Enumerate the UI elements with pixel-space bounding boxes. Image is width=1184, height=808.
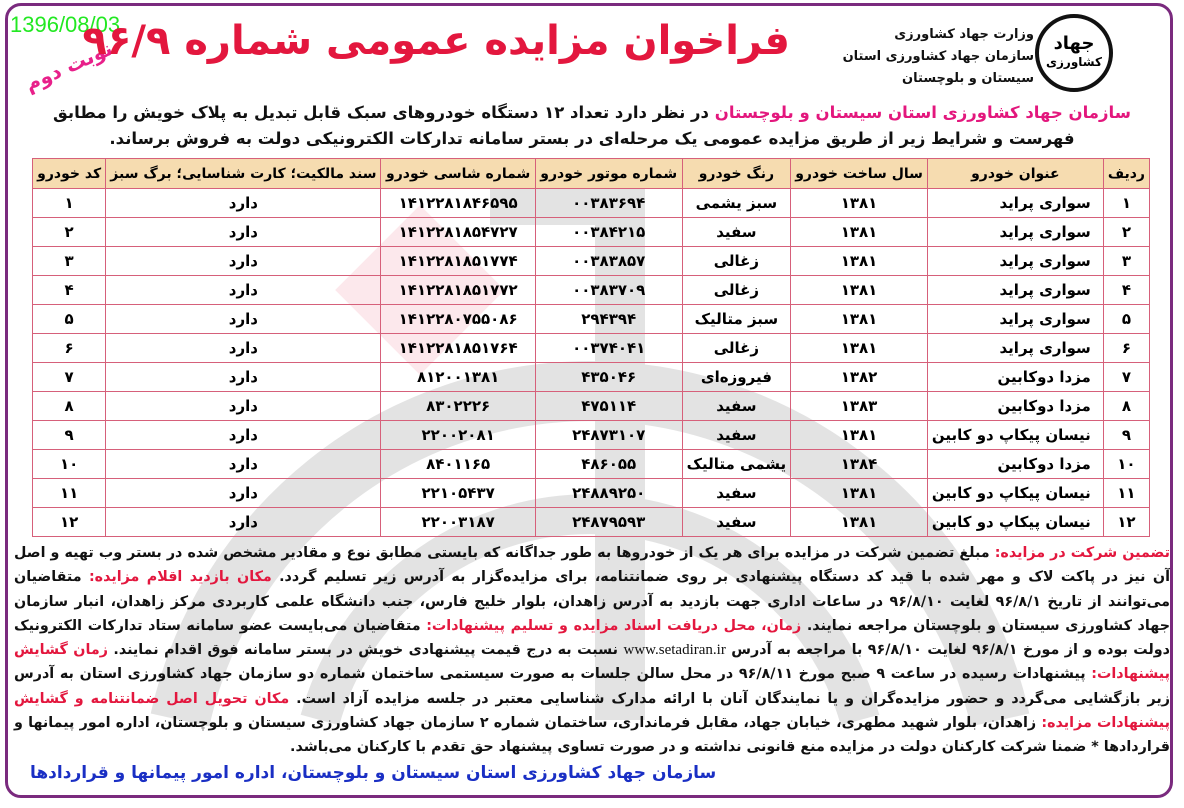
text-guarantee: مبلغ تضمین شرکت در مزایده برای هر یک از خودروها به طور جداگانه که بایستی مطابق نوع و مقادیر مشخص شده در بستر وب تهیه و اصل آن نیز در پاکت لاک و مهر شده با قید کد دستگاه پیشنهادی بر روی ضمانتنامه، برای مزایده‌گزار به آدرس زیر تسلیم گردد. bbox=[14, 545, 1170, 586]
table-cell: ۱۴۱۲۲۸۱۸۴۶۵۹۵ bbox=[381, 189, 535, 218]
table-row bbox=[33, 305, 1150, 334]
text-documents-2: نسبت به درج قیمت پیشنهادی خویش در بستر سامانه فوق اقدام نمایند. bbox=[107, 642, 624, 659]
table-cell: ۸ bbox=[1103, 392, 1149, 421]
table-row bbox=[33, 479, 1150, 508]
table-cell: ۱۳۸۴ bbox=[791, 450, 928, 479]
table-cell: ۱ bbox=[1103, 189, 1149, 218]
table-cell: ۸۱۲۰۰۱۳۸۱ bbox=[381, 363, 535, 392]
table-cell: ۳ bbox=[1103, 247, 1149, 276]
table-cell: سفید bbox=[682, 508, 791, 537]
table-cell: سواری پراید bbox=[927, 276, 1103, 305]
table-cell: مزدا دوکابین bbox=[927, 392, 1103, 421]
column-header: کد خودرو bbox=[33, 159, 106, 189]
table-cell: ۱۰ bbox=[1103, 450, 1149, 479]
table-row bbox=[33, 508, 1150, 537]
table-cell: ۹ bbox=[33, 421, 106, 450]
table-cell: ۷ bbox=[1103, 363, 1149, 392]
column-header: ردیف bbox=[1103, 159, 1149, 189]
text-documents: متقاضیان می‌بایست عضو سامانه ستاد تدارکات الکترونیک دولت بوده و از مورخ ۹۶/۸/۱ لغایت ۹۶/۸/۱۰ با مراجعه به آدرس bbox=[14, 617, 1171, 659]
table-cell: ۱۳۸۱ bbox=[791, 479, 928, 508]
table-cell: ۱۳۸۱ bbox=[791, 421, 928, 450]
table-cell: ۰۰۳۸۳۷۰۹ bbox=[535, 276, 682, 305]
table-row bbox=[33, 450, 1150, 479]
label-delivery-location: مکان تحویل اصل ضمانتنامه و گشایش پیشنهادات مزایده: bbox=[14, 690, 1170, 732]
table-cell: ۴ bbox=[33, 276, 106, 305]
table-cell: ۱۳۸۲ bbox=[791, 363, 928, 392]
table-cell: دارد bbox=[106, 450, 381, 479]
table-cell: ۱۱ bbox=[33, 479, 106, 508]
table-cell: ۸۳۰۲۲۲۶ bbox=[381, 392, 535, 421]
table-cell: ۱۰ bbox=[33, 450, 106, 479]
text-delivery-location: زاهدان، بلوار شهید مطهری، خیابان جهاد، مقابل فرمانداری، ساختمان شماره ۲ سازمان جهاد کشاورزی سیستان و بلوچستان، اداره امور پیمانها و قراردادها * ضمنا شرکت کارکنان دولت در مزایده منع قانونی نداشته و در صورت تساوی پیشنهاد حق تقدم با کارکنان می‌باشد. bbox=[14, 715, 1170, 756]
table-cell: سفید bbox=[682, 392, 791, 421]
table-cell: ۲ bbox=[1103, 218, 1149, 247]
table-row bbox=[33, 218, 1150, 247]
table-cell: ۲۴۸۷۳۱۰۷ bbox=[535, 421, 682, 450]
table-row bbox=[33, 421, 1150, 450]
intro-org: سازمان جهاد کشاورزی استان سیستان و بلوچستان bbox=[714, 103, 1131, 122]
table-cell: دارد bbox=[106, 218, 381, 247]
table-cell: ۳ bbox=[33, 247, 106, 276]
table-cell: زغالی bbox=[682, 247, 791, 276]
table-cell: ۰۰۳۸۳۶۹۴ bbox=[535, 189, 682, 218]
vehicle-table bbox=[32, 158, 1150, 537]
table-cell: ۱۳۸۱ bbox=[791, 276, 928, 305]
table-cell: سواری پراید bbox=[927, 189, 1103, 218]
table-cell: ۱۲ bbox=[33, 508, 106, 537]
table-cell: مزدا دوکابین bbox=[927, 363, 1103, 392]
org-line: سازمان جهاد کشاورزی استان bbox=[842, 49, 1034, 64]
table-cell: ۱۳۸۱ bbox=[791, 247, 928, 276]
table-row bbox=[33, 363, 1150, 392]
table-cell: ۵ bbox=[33, 305, 106, 334]
table-cell: ۲۲۱۰۵۴۳۷ bbox=[381, 479, 535, 508]
table-cell: نیسان پیکاپ دو کابین bbox=[927, 421, 1103, 450]
text-visit-location: متقاضیان می‌توانند از تاریخ ۹۶/۸/۱ لغایت ۹۶/۸/۱۰ در ساعات اداری جهت بازدید به آدرس زاهدان، بلوار خلیج فارس، جنب دانشگاه علمی کاربردی مرکز زاهدان، انبار سازمان جهاد کشاورزی سیستان و بلوچستان مراجعه نمایند. bbox=[14, 569, 1171, 634]
table-cell: ۲۴۸۸۹۲۵۰ bbox=[535, 479, 682, 508]
setadiran-link[interactable]: www.setadiran.ir bbox=[623, 642, 726, 659]
table-row bbox=[33, 334, 1150, 363]
table-row bbox=[33, 392, 1150, 421]
table-cell: ۱۳۸۱ bbox=[791, 334, 928, 363]
logo-text: کشاورزی bbox=[1046, 55, 1102, 69]
table-cell: دارد bbox=[106, 479, 381, 508]
table-cell: ۴۳۵۰۴۶ bbox=[535, 363, 682, 392]
table-cell: ۱ bbox=[33, 189, 106, 218]
label-documents: زمان، محل دریافت اسناد مزایده و تسلیم پیشنهادات: bbox=[426, 617, 802, 634]
table-cell: یشمی متالیک bbox=[682, 450, 791, 479]
terms-paragraph bbox=[14, 541, 1170, 760]
table-cell: ۲۲۰۰۳۱۸۷ bbox=[381, 508, 535, 537]
table-cell: ۲۹۴۳۹۴ bbox=[535, 305, 682, 334]
table-cell: ۱۳۸۱ bbox=[791, 218, 928, 247]
table-cell: زغالی bbox=[682, 276, 791, 305]
intro-paragraph bbox=[18, 100, 1166, 152]
table-header-row bbox=[33, 159, 1150, 189]
column-header: شماره موتور خودرو bbox=[535, 159, 682, 189]
label-guarantee: تضمین شرکت در مزایده: bbox=[994, 545, 1170, 561]
table-row bbox=[33, 276, 1150, 305]
table-cell: سبز یشمی bbox=[682, 189, 791, 218]
table-cell: ۲ bbox=[33, 218, 106, 247]
intro-text: در نظر دارد تعداد ۱۲ دستگاه خودروهای سبک قابل تبدیل به پلاک خویش را مطابق فهرست و شرایط زیر از طریق مزایده عمومی یک مرحله‌ای در بستر سامانه تدارکات الکترونیکی دولت به فروش برساند. bbox=[53, 103, 1075, 148]
table-cell: ۰۰۳۷۴۰۴۱ bbox=[535, 334, 682, 363]
table-cell: زغالی bbox=[682, 334, 791, 363]
table-cell: دارد bbox=[106, 247, 381, 276]
table-cell: سواری پراید bbox=[927, 305, 1103, 334]
table-cell: ۱۱ bbox=[1103, 479, 1149, 508]
table-row bbox=[33, 247, 1150, 276]
table-cell: سواری پراید bbox=[927, 247, 1103, 276]
table-cell: ۸۴۰۱۱۶۵ bbox=[381, 450, 535, 479]
table-cell: ۰۰۳۸۳۸۵۷ bbox=[535, 247, 682, 276]
publish-date: 1396/08/03 bbox=[10, 12, 121, 37]
table-cell: سواری پراید bbox=[927, 218, 1103, 247]
column-header: سال ساخت خودرو bbox=[791, 159, 928, 189]
table-cell: ۱۳۸۱ bbox=[791, 305, 928, 334]
table-cell: دارد bbox=[106, 334, 381, 363]
table-cell: ۷ bbox=[33, 363, 106, 392]
table-cell: دارد bbox=[106, 363, 381, 392]
table-cell: مزدا دوکابین bbox=[927, 450, 1103, 479]
table-cell: فیروزه‌ای bbox=[682, 363, 791, 392]
table-cell: دارد bbox=[106, 305, 381, 334]
table-cell: ۵ bbox=[1103, 305, 1149, 334]
page-title: فراخوان مزایده عمومی شماره ۹۶/۹ bbox=[82, 18, 790, 64]
table-cell: ۱۲ bbox=[1103, 508, 1149, 537]
table-cell: ۶ bbox=[33, 334, 106, 363]
table-cell: ۲۴۸۷۹۵۹۳ bbox=[535, 508, 682, 537]
table-cell: دارد bbox=[106, 421, 381, 450]
edition-label: نوبت دوم bbox=[21, 36, 116, 96]
table-cell: ۱۳۸۱ bbox=[791, 189, 928, 218]
table-cell: سفید bbox=[682, 479, 791, 508]
table-cell: دارد bbox=[106, 508, 381, 537]
text-opening-time: پیشنهادات رسیده در ساعت ۹ صبح مورخ ۹۶/۸/۱۱ در محل سالن جلسات به صورت سیستمی ساختمان شماره دو سازمان جهاد کشاورزی استان به آدرس زیر بازگشایی می‌گردد و حضور مزایده‌گران و یا نمایندگان آنان با ارائه مدارک شناسایی معتبر در جلسه مزایده آزاد است. bbox=[14, 666, 1170, 707]
logo-text: جهاد bbox=[1053, 33, 1095, 54]
label-visit-location: مکان بازدید اقلام مزایده: bbox=[88, 569, 272, 586]
table-row bbox=[33, 189, 1150, 218]
table-cell: ۰۰۳۸۴۲۱۵ bbox=[535, 218, 682, 247]
table-cell: نیسان پیکاپ دو کابین bbox=[927, 479, 1103, 508]
column-header: سند مالکیت؛ کارت شناسایی؛ برگ سبز bbox=[106, 159, 381, 189]
table-cell: دارد bbox=[106, 276, 381, 305]
table-cell: ۱۴۱۲۲۸۱۸۵۴۷۲۷ bbox=[381, 218, 535, 247]
org-line: سیستان و بلوچستان bbox=[902, 71, 1034, 86]
column-header: شماره شاسی خودرو bbox=[381, 159, 535, 189]
table-cell: ۱۳۸۳ bbox=[791, 392, 928, 421]
table-cell: ۸ bbox=[33, 392, 106, 421]
label-opening-time: زمان گشایش پیشنهادات: bbox=[14, 642, 1170, 683]
table-cell: سفید bbox=[682, 218, 791, 247]
table-cell: سبز متالیک bbox=[682, 305, 791, 334]
column-header: عنوان خودرو bbox=[927, 159, 1103, 189]
table-cell: ۱۴۱۲۲۸۱۸۵۱۷۷۲ bbox=[381, 276, 535, 305]
table-cell: ۱۴۱۲۲۸۱۸۵۱۷۶۴ bbox=[381, 334, 535, 363]
table-cell: سفید bbox=[682, 421, 791, 450]
table-cell: ۱۴۱۲۲۸۰۷۵۵۰۸۶ bbox=[381, 305, 535, 334]
column-header: رنگ خودرو bbox=[682, 159, 791, 189]
table-cell: ۴۷۵۱۱۴ bbox=[535, 392, 682, 421]
table-cell: ۶ bbox=[1103, 334, 1149, 363]
table-cell: دارد bbox=[106, 189, 381, 218]
table-cell: سواری پراید bbox=[927, 334, 1103, 363]
table-cell: ۴ bbox=[1103, 276, 1149, 305]
org-line: وزارت جهاد کشاورزی bbox=[894, 27, 1034, 42]
table-cell: ۱۳۸۱ bbox=[791, 508, 928, 537]
table-cell: ۹ bbox=[1103, 421, 1149, 450]
table-cell: ۲۲۰۰۲۰۸۱ bbox=[381, 421, 535, 450]
table-cell: نیسان پیکاپ دو کابین bbox=[927, 508, 1103, 537]
table-cell: ۱۴۱۲۲۸۱۸۵۱۷۷۴ bbox=[381, 247, 535, 276]
footer-signature: سازمان جهاد کشاورزی استان سیستان و بلوچستان، اداره امور پیمانها و قراردادها bbox=[30, 762, 717, 783]
table-cell: دارد bbox=[106, 392, 381, 421]
table-cell: ۴۸۶۰۵۵ bbox=[535, 450, 682, 479]
